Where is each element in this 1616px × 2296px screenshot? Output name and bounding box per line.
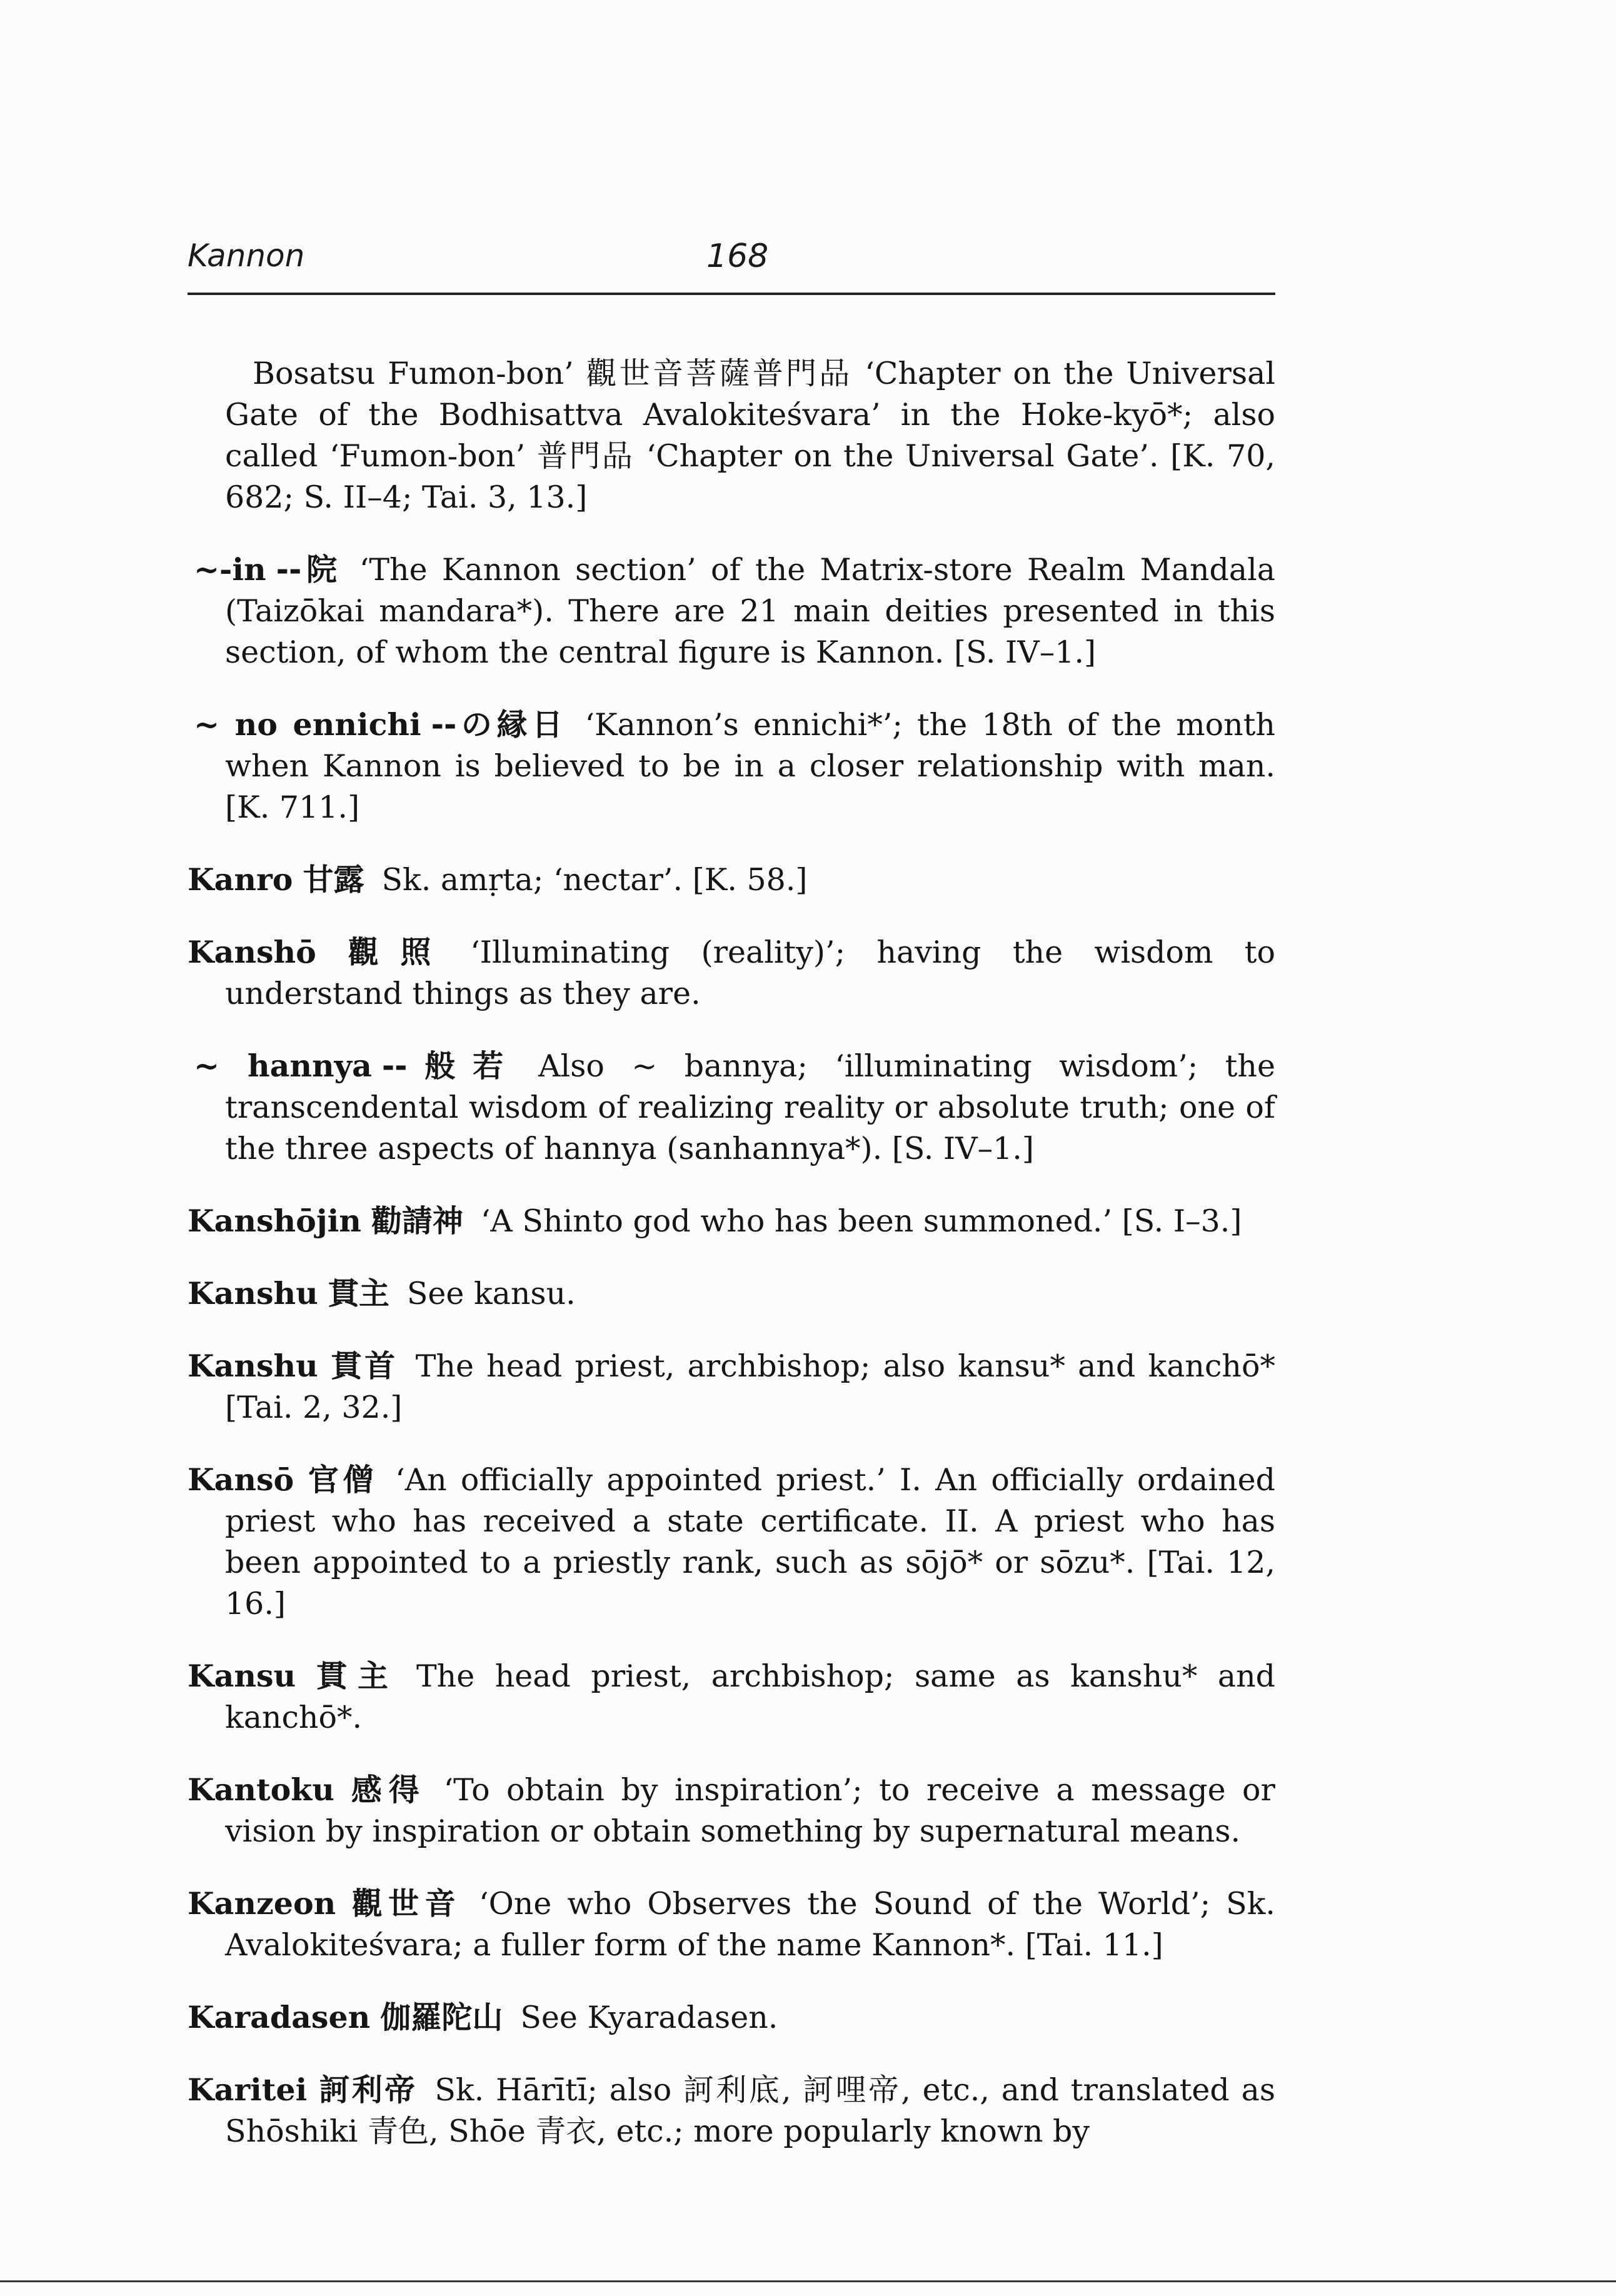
entry-text: The head priest, archbishop; same as kanshu* and kanchō*. [225, 1658, 1275, 1735]
entry-kanji: 甘露 [303, 862, 364, 898]
entry-kanji: 官僧 [304, 1462, 378, 1498]
entry-text: The head priest, archbishop; also kansu* and kanchō* [Tai. 2, 32.] [225, 1348, 1275, 1425]
entry-headword: Kantoku [188, 1772, 334, 1808]
entry-kanji: 感得 [344, 1772, 426, 1808]
entry-text: See Kyaradasen. [520, 2000, 778, 2035]
entry [188, 1769, 1275, 1852]
entry-list [188, 322, 1275, 2166]
entry-text: Sk. amṛta; ‘nectar’. [K. 58.] [381, 862, 808, 898]
entry-kanji: --の縁日 [431, 707, 568, 743]
running-head: Kannon [188, 238, 305, 274]
entry-headword: ~-in [194, 551, 266, 588]
entry-headword: Karitei [188, 2072, 308, 2108]
page-header [188, 238, 1275, 281]
entry-kanji: 訶利帝 [317, 2072, 418, 2108]
entry [188, 1273, 1275, 1315]
page-number: 168 [706, 238, 769, 275]
entry-kanji: 伽羅陀山 [380, 2000, 503, 2035]
entry [188, 1459, 1275, 1625]
entry [188, 859, 1275, 901]
entry-text: See kansu. [406, 1276, 576, 1311]
entry-headword: Kanro [188, 861, 293, 898]
entry [188, 353, 1275, 518]
entry-kanji: 貫主 [306, 1658, 399, 1694]
entry-kanji: 勸請神 [371, 1203, 463, 1239]
entry-text: ‘Kannon’s ennichi*’; the 18th of the month when Kannon is believed to be in a closer relationship with man. [K. 711.] [225, 707, 1275, 825]
entry-headword: Kanzeon [188, 1885, 336, 1922]
entry-text: ‘An officially appointed priest.’ I. An officially ordained priest who has received a state certificate. II. A priest who has been appointed to a priestly rank, such as sōjō* or sōzu*. [Tai. 12, 16.] [225, 1462, 1275, 1622]
entry-kanji: 貫主 [328, 1276, 389, 1311]
entry-headword: Karadasen [188, 1999, 371, 2035]
entry-headword: ~ no ennichi [194, 706, 421, 743]
header-rule [188, 293, 1275, 295]
entry-text: Sk. Hārītī; also 訶利底, 訶哩帝, etc., and translated as Shōshiki 青色, Shōe 青衣, etc.; more popularly known by [225, 2072, 1275, 2149]
entry-kanji: --院 [276, 552, 342, 588]
entry-text: Bosatsu Fumon-bon’ 觀世音菩薩普門品 ‘Chapter on the Universal Gate of the Bodhisattva Avalokiteśvara’ in the Hoke-kyō*; also called ‘Fumon-bon’ 普門品 ‘Chapter on the Universal Gate’. [K. 70, 682; S. II–4; Tai. 3, 13.] [225, 356, 1275, 515]
entry-kanji: 貫首 [328, 1348, 398, 1384]
entry [188, 1345, 1275, 1428]
entry-headword: Kanshu [188, 1348, 318, 1384]
entry [188, 704, 1275, 828]
entry-headword: Kanshu [188, 1275, 318, 1311]
entry-kanji: 觀照 [326, 935, 453, 970]
entry-headword: Kanshōjin [188, 1203, 361, 1239]
entry-headword: Kansu [188, 1658, 296, 1694]
entry [188, 1045, 1275, 1170]
entry-kanji: 觀世音 [346, 1886, 462, 1922]
entry [188, 931, 1275, 1015]
entry [188, 1200, 1275, 1242]
entry-text: ‘Illuminating (reality)’; having the wisdom to understand things as they are. [225, 935, 1275, 1011]
entry [188, 1883, 1275, 1966]
entry [188, 549, 1275, 673]
entry-headword: Kansō [188, 1461, 294, 1498]
entry [188, 2069, 1275, 2152]
entry-text: Also ~ bannya; ‘illuminating wisdom’; the transcendental wisdom of realizing reality or absolute truth; one of the three aspects of hannya (sanhannya*). [S. IV–1.] [225, 1048, 1275, 1166]
entry-headword: Kanshō [188, 934, 316, 970]
entry-headword: ~ hannya [194, 1048, 372, 1084]
page-edge-line [0, 2280, 1616, 2282]
entry-text: ‘To obtain by inspiration’; to receive a message or vision by inspiration or obtain something by supernatural means. [225, 1772, 1275, 1849]
entry [188, 1655, 1275, 1738]
entry-text: ‘One who Observes the Sound of the World’; Sk. Avalokiteśvara; a fuller form of the name Kannon*. [Tai. 11.] [225, 1886, 1275, 1963]
entry-kanji: --般若 [381, 1048, 521, 1084]
entry-text: ‘The Kannon section’ of the Matrix-store Realm Mandala (Taizōkai mandara*). There are 21 main deities presented in this section, of whom the central figure is Kannon. [S. IV–1.] [225, 552, 1275, 670]
entry [188, 1997, 1275, 2038]
entry-text: ‘A Shinto god who has been summoned.’ [S. I–3.] [480, 1203, 1242, 1239]
